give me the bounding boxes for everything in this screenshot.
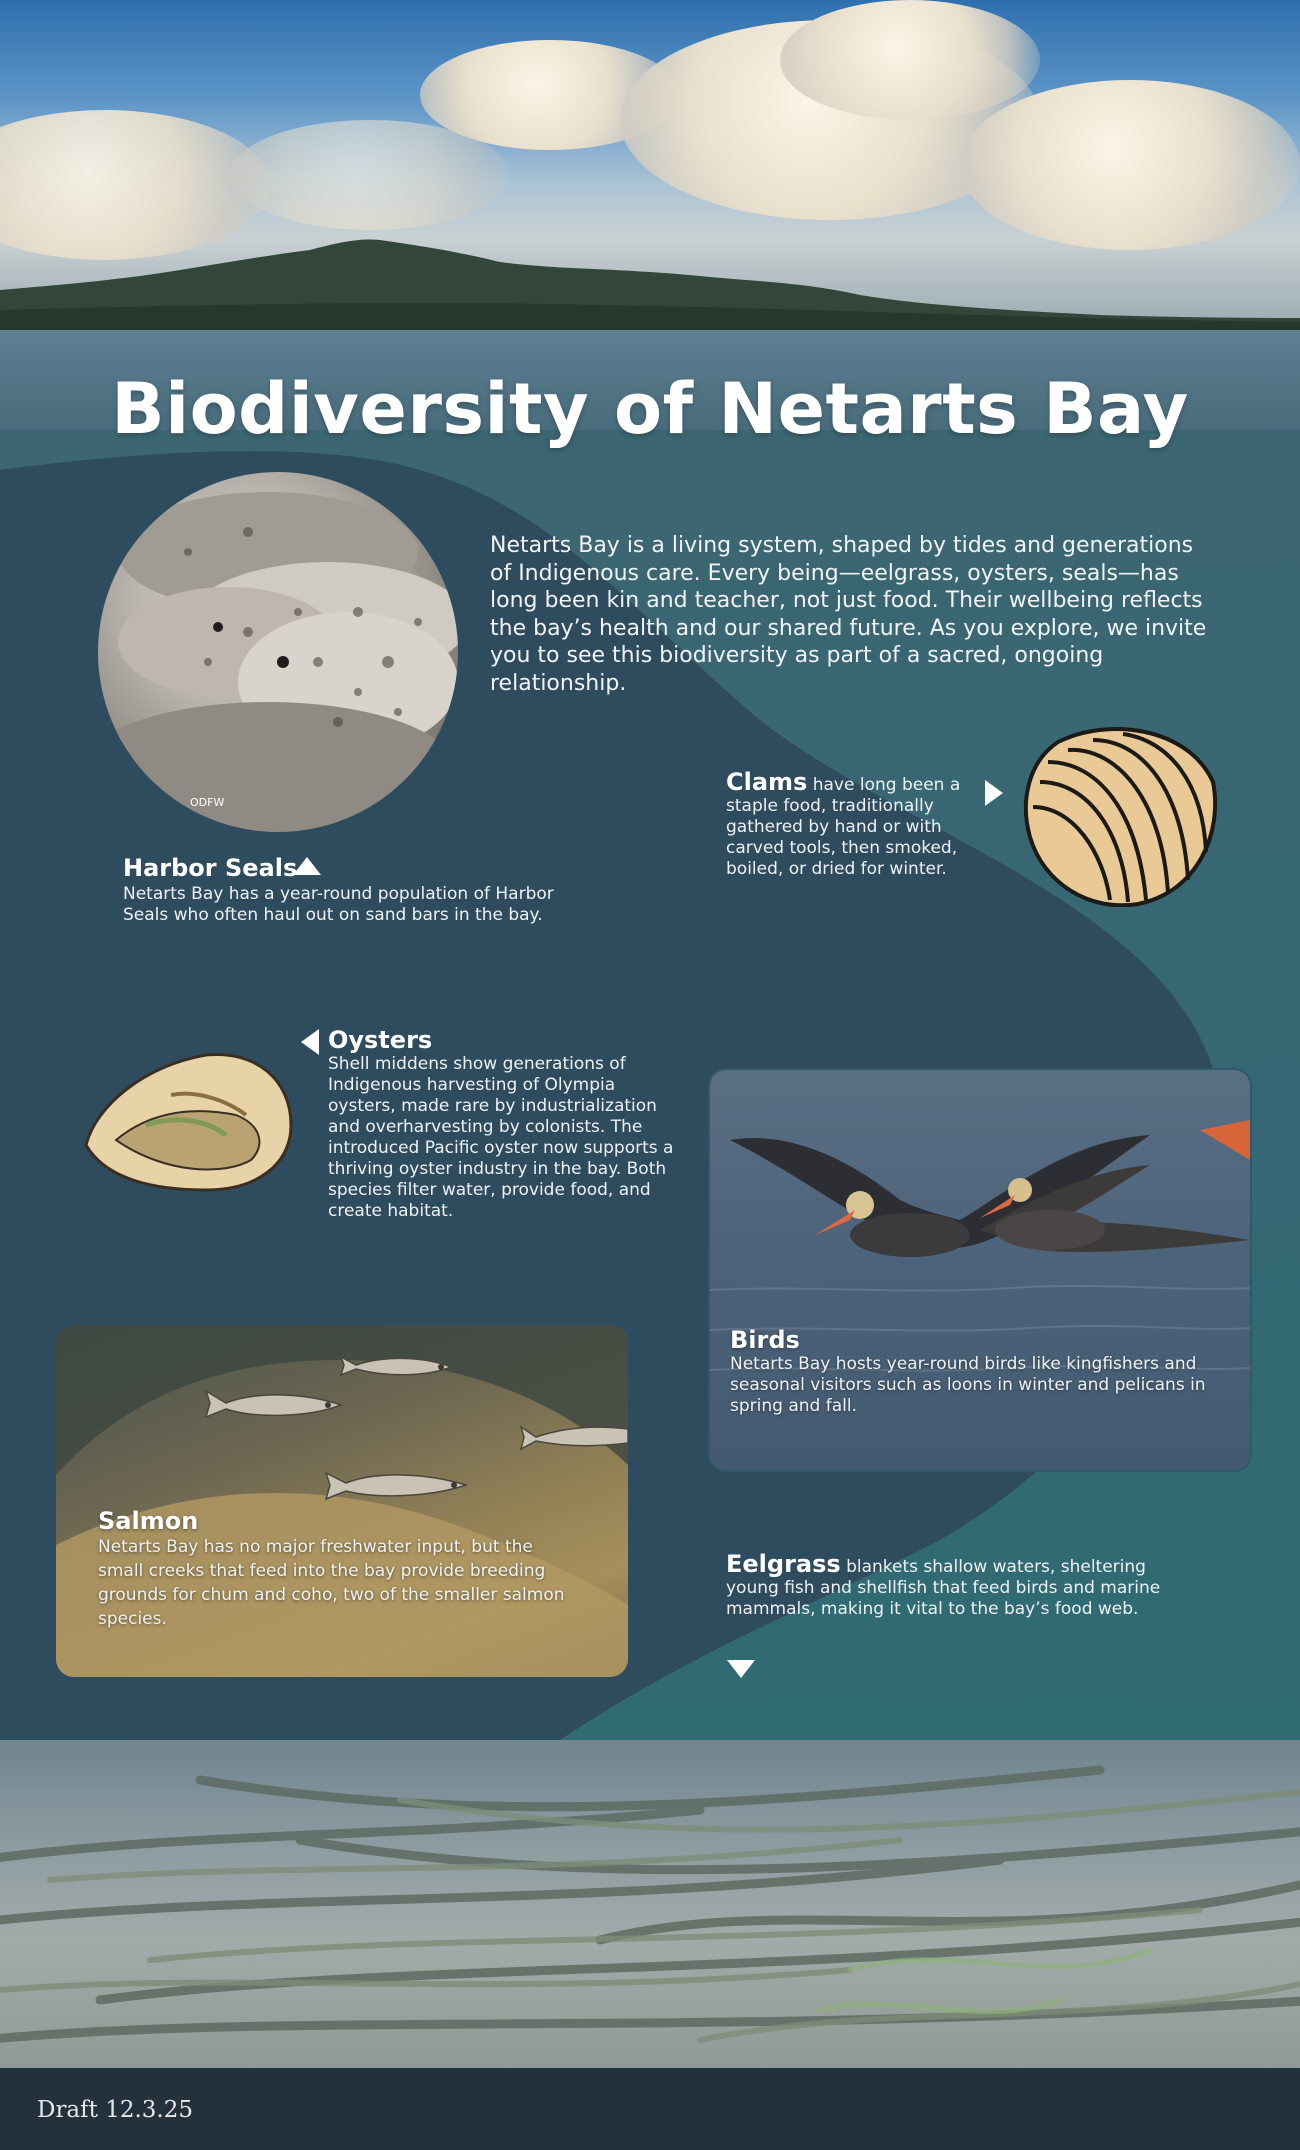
photo-credit: ODFW bbox=[190, 796, 225, 809]
oysters-heading: Oysters bbox=[328, 1026, 433, 1054]
birds-section bbox=[730, 1326, 1230, 1417]
triangle-right-icon bbox=[985, 780, 1003, 806]
birds-photo-card bbox=[708, 1068, 1252, 1472]
oysters-text: Shell middens show generations of Indigenous harvesting of Olympia oysters, made rare by industrialization and overharvesting by colonists. The introduced Pacific oyster now supports a thriving oyster industry in the bay. Both species filter water, provide food, and create habitat. bbox=[328, 1054, 674, 1221]
eelgrass-blades-illustration bbox=[0, 1740, 1300, 2070]
harbor-seals-heading: Harbor Seals bbox=[123, 854, 298, 882]
draft-label: Draft 12.3.25 bbox=[37, 2097, 194, 2123]
oysters-section bbox=[328, 1026, 688, 1222]
intro-paragraph: Netarts Bay is a living system, shaped by tides and generations of Indigenous care. Every being—eelgrass, oysters, seals—has long been kin and teacher, not just food. Their wellbeing reflects the bay’s health and our shared future. As you explore, we invite you to see this biodiversity as part of a sacred, ongoing relationship. bbox=[490, 533, 1207, 696]
salmon-section bbox=[98, 1507, 578, 1631]
eelgrass-photo bbox=[0, 1740, 1300, 2070]
harbor-seals-photo bbox=[98, 472, 458, 832]
clams-text: have long been a staple food, traditionally gathered by hand or with carved tools, then smoked, boiled, or dried for winter. bbox=[726, 775, 961, 879]
triangle-down-icon bbox=[727, 1660, 755, 1678]
salmon-photo-card bbox=[56, 1325, 628, 1677]
harbor-seals-text: Netarts Bay has a year-round population of Harbor Seals who often haul out on sand bars in the bay. bbox=[123, 884, 554, 925]
eelgrass-heading: Eelgrass bbox=[726, 1550, 841, 1578]
triangle-up-icon bbox=[293, 857, 321, 875]
oyster-shell-illustration bbox=[76, 1045, 296, 1195]
clams-section bbox=[726, 768, 996, 880]
birds-text: Netarts Bay hosts year-round birds like kingfishers and seasonal visitors such as loons in winter and pelicans in spring and fall. bbox=[730, 1354, 1206, 1416]
eelgrass-section bbox=[726, 1550, 1186, 1620]
salmon-text: Netarts Bay has no major freshwater input, but the small creeks that feed into the bay provide breeding grounds for chum and coho, two of the smaller salmon species. bbox=[98, 1537, 565, 1629]
clams-heading: Clams bbox=[726, 768, 808, 796]
harbor-seals-section bbox=[123, 854, 583, 926]
harbor-seals-illustration bbox=[98, 472, 458, 832]
eelgrass-text: blankets shallow waters, sheltering young fish and shellfish that feed birds and marine mammals, making it vital to the bay’s food web. bbox=[726, 1557, 1161, 1619]
salmon-heading: Salmon bbox=[98, 1507, 199, 1535]
clam-shell-illustration bbox=[1018, 722, 1218, 907]
page-title: Biodiversity of Netarts Bay bbox=[111, 368, 1189, 450]
footer-bar bbox=[0, 2068, 1300, 2150]
birds-heading: Birds bbox=[730, 1326, 800, 1354]
triangle-left-icon bbox=[301, 1029, 319, 1055]
